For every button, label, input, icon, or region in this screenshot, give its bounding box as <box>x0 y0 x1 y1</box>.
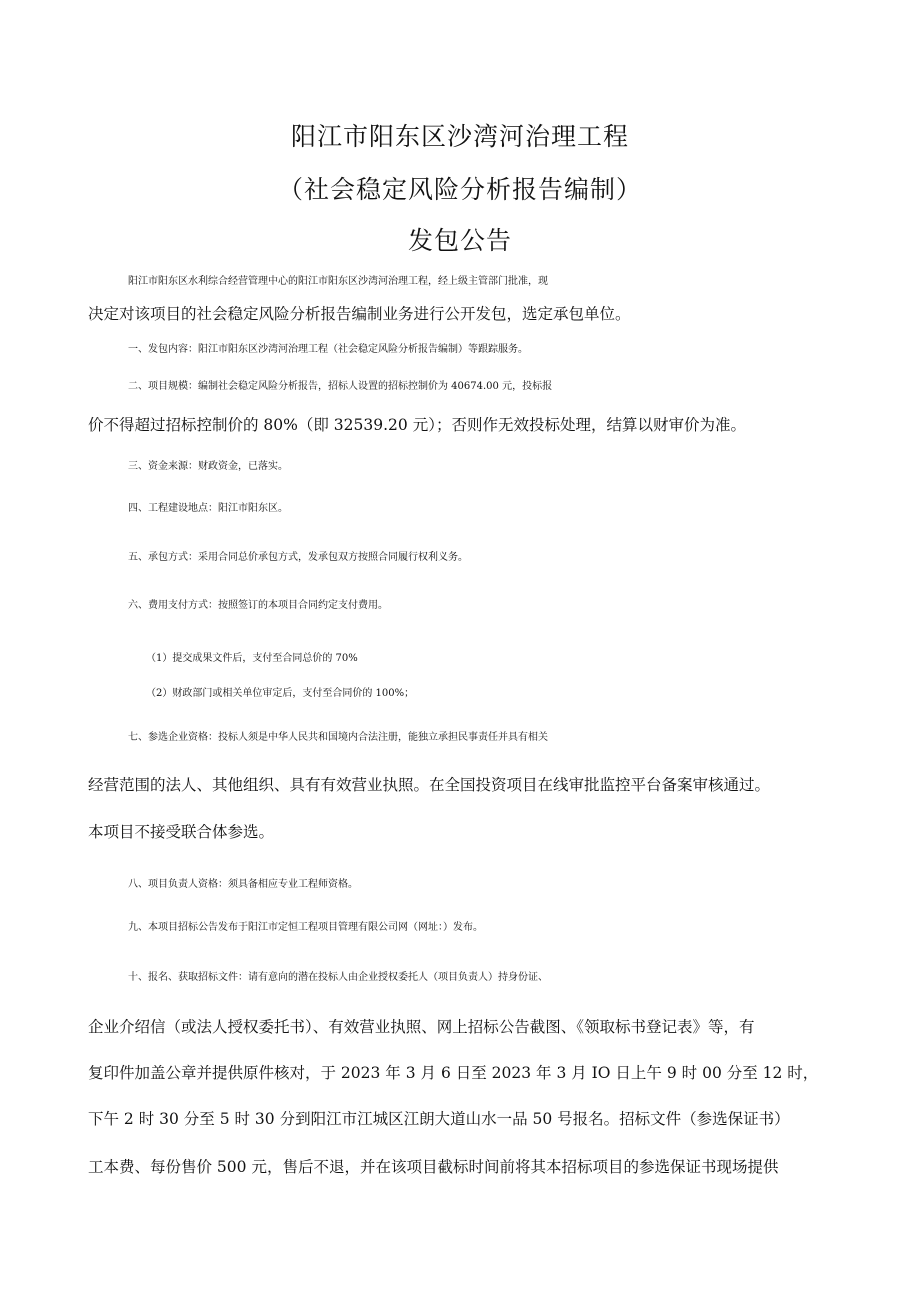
title-line-1: 阳江市阳东区沙湾河治理工程 <box>290 122 629 151</box>
section-6: 六、费用支付方式：按照签订的本项目合同约定支付费用。 <box>128 600 388 611</box>
title-line-2: （社会稳定风险分析报告编制） <box>277 175 642 204</box>
section-7-line-2: 经营范围的法人、其他组织、具有有效营业执照。在全国投资项目在线审批监控平台备案审核通过。 <box>88 776 771 794</box>
section-3: 三、资金来源：财政资金，已落实。 <box>128 461 288 472</box>
section-10-line-2: 企业介绍信（或法人授权委托书）、有效营业执照、网上招标公告截图、《领取标书登记表》等，有 <box>88 1018 755 1036</box>
title-line-3: 发包公告 <box>407 226 512 255</box>
section-7-line-3: 本项目不接受联合体参选。 <box>88 823 275 841</box>
section-10-line-5: 工本费、每份售价 500 元，售后不退，并在该项目截标时间前将其本招标项目的参选保证书现场提供 <box>88 1158 779 1176</box>
section-6-item-1: （1）提交成果文件后，支付至合同总价的 70% <box>146 653 358 664</box>
intro-line-1: 阳江市阳东区水利综合经营管理中心的阳江市阳东区沙湾河治理工程，经上级主管部门批准，现 <box>128 276 548 287</box>
section-2-line-2: 价不得超过招标控制价的 80%（即 32539.20 元）；否则作无效投标处理，结算以财审价为准。 <box>88 416 746 434</box>
section-1: 一、发包内容：阳江市阳东区沙湾河治理工程（社会稳定风险分析报告编制）等跟踪服务。 <box>128 344 528 355</box>
section-10-line-4: 下午 2 时 30 分至 5 时 30 分到阳江市江城区江朗大道山水一品 50 号报名。招标文件（参选保证书） <box>88 1110 790 1128</box>
section-10-line-3: 复印件加盖公章并提供原件核对，于 2023 年 3 月 6 日至 2023 年 3 月 IO 日上午 9 时 00 分至 12 时， <box>88 1064 819 1082</box>
intro-line-2: 决定对该项目的社会稳定风险分析报告编制业务进行公开发包，选定承包单位。 <box>88 305 631 323</box>
section-2-line-1: 二、项目规模：编制社会稳定风险分析报告，招标人设置的招标控制价为 40674.00 元，投标报 <box>128 381 553 392</box>
section-9: 九、本项目招标公告发布于阳江市定恒工程项目管理有限公司网（网址：）发布。 <box>128 922 483 933</box>
section-8: 八、项目负责人资格：须具备相应专业工程师资格。 <box>128 879 358 890</box>
section-10-line-1: 十、报名、获取招标文件：请有意向的潜在投标人由企业授权委托人（项目负责人）持身份证、 <box>128 972 548 983</box>
section-4: 四、工程建设地点：阳江市阳东区。 <box>128 503 288 514</box>
section-7-line-1: 七、参选企业资格：投标人须是中华人民共和国境内合法注册，能独立承担民事责任并具有相关 <box>128 732 548 743</box>
section-5: 五、承包方式：采用合同总价承包方式，发承包双方按照合同履行权利义务。 <box>128 552 468 563</box>
section-6-item-2: （2）财政部门或相关单位审定后，支付至合同价的 100%； <box>146 688 415 699</box>
